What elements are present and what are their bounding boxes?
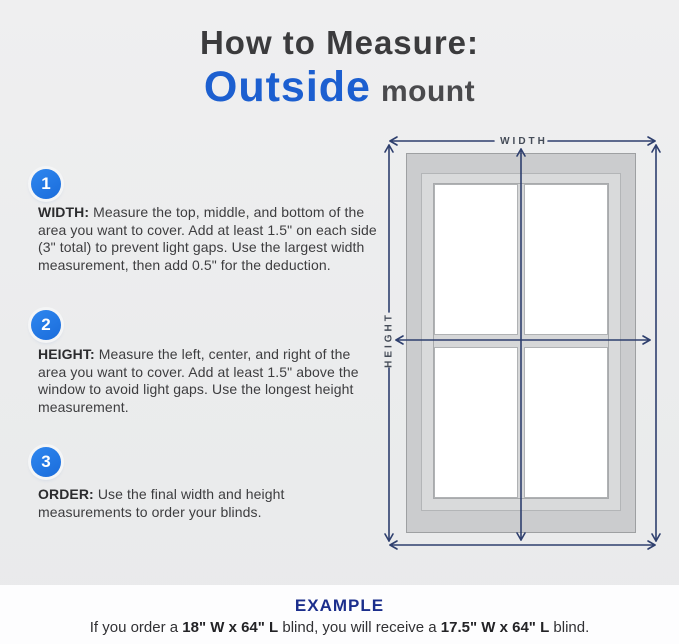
title-line-2 bbox=[0, 63, 679, 112]
step-1-text bbox=[38, 204, 378, 274]
page-title bbox=[0, 24, 679, 112]
step-2-badge: 2 bbox=[31, 310, 61, 340]
step-3-badge: 3 bbox=[31, 447, 61, 477]
example-received-size: 17.5" W x 64" L bbox=[440, 619, 550, 636]
title-line-1: How to Measure: bbox=[199, 24, 480, 61]
step-3-text bbox=[38, 486, 378, 521]
center-horizontal-arrow-icon bbox=[396, 336, 650, 344]
right-height-arrow-icon bbox=[652, 145, 660, 541]
step-2-text bbox=[38, 346, 378, 416]
title-suffix-mount: mount bbox=[380, 75, 476, 108]
step-2-body: Measure the left, center, and right of the area you want to cover. Add at least 1.5" above the window to avoid light gaps. Use the longest height measurement. bbox=[38, 346, 359, 415]
example-prefix: If you order a bbox=[89, 619, 183, 636]
height-dimension-label: HEIGHT bbox=[383, 312, 395, 368]
step-1-body: Measure the top, middle, and bottom of the area you want to cover. Add at least 1.5" on each side (3" total) to prevent light gaps. Use the largest width measurement, then add 0.5" for the deduction. bbox=[38, 204, 377, 273]
step-1-badge: 1 bbox=[31, 169, 61, 199]
width-dimension-label: WIDTH bbox=[500, 136, 548, 147]
example-suffix: blind. bbox=[549, 619, 590, 636]
bottom-width-arrow-icon bbox=[390, 541, 655, 549]
step-2-label: HEIGHT: bbox=[38, 346, 95, 362]
step-3-body: Use the final width and height measurements to order your blinds. bbox=[38, 486, 285, 520]
example-heading: EXAMPLE bbox=[294, 596, 385, 615]
example-sentence bbox=[0, 619, 679, 636]
center-vertical-arrow-icon bbox=[517, 149, 525, 540]
step-3-label: ORDER: bbox=[38, 486, 94, 502]
example-footer bbox=[0, 585, 679, 644]
example-middle: blind, you will receive a bbox=[278, 619, 441, 636]
title-highlight-outside: Outside bbox=[203, 63, 371, 111]
example-ordered-size: 18" W x 64" L bbox=[182, 619, 279, 636]
step-1-label: WIDTH: bbox=[38, 204, 90, 220]
window-measurement-diagram bbox=[378, 128, 670, 564]
measurement-arrows-icon bbox=[378, 128, 670, 564]
